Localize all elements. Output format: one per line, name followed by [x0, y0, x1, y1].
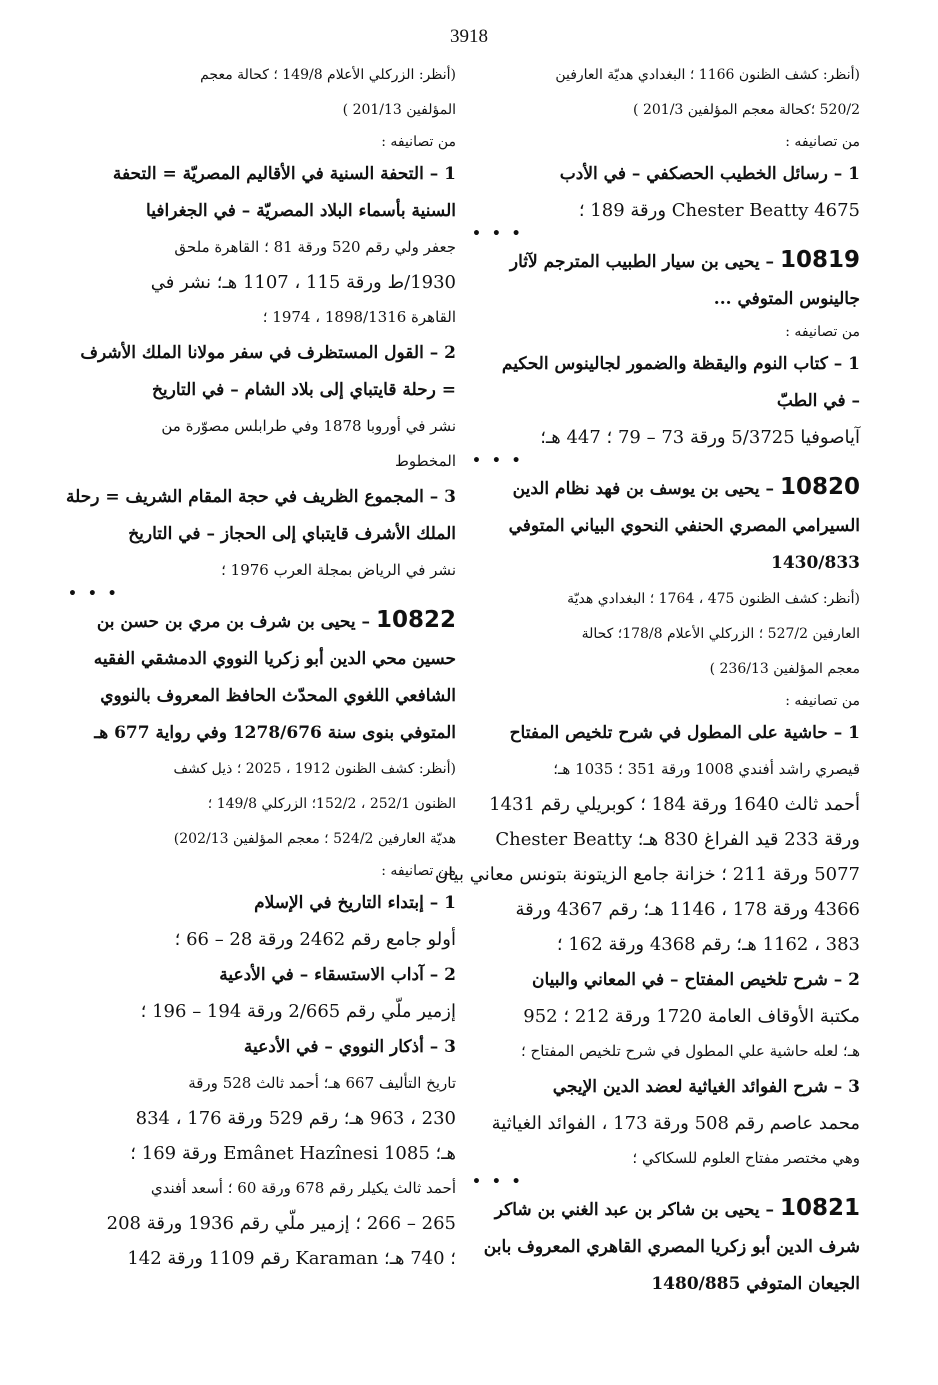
entry-name-line: شرف الدين أبو زكريا المصري القاهري المعروف بابن	[483, 1237, 860, 1257]
work-title: = رحلة قايتباي إلى بلاد الشام – في التاريخ	[151, 380, 456, 400]
reference-line: 520/2 ؛كحالة معجم المؤلفين 201/3 )	[633, 102, 860, 118]
work-title: 3 – أذكار النووي – في الأدعية	[243, 1037, 456, 1057]
entry-name-line: 10820 – يحيى بن يوسف بن فهد نظام الدين	[512, 474, 860, 500]
entry-number: 10822	[375, 607, 456, 633]
entry-10820	[434, 469, 860, 1176]
manuscript-line: ورقة 233 قيد الفراغ 830 هـ؛ Chester Beatty	[495, 829, 860, 850]
manuscript-line: أولو جامع رقم 2462 ورقة 28 – 66 ؛	[174, 929, 456, 950]
reference-line: معجم المؤلفين 236/13 )	[709, 661, 860, 677]
manuscript-line: نشر في الرياض بمجلة العرب 1976 ؛	[221, 561, 456, 579]
works-heading: من تصانيفه :	[785, 134, 860, 150]
work-title: 1 – إبتداء التاريخ في الإسلام	[254, 893, 456, 913]
entry-separator: • • •	[472, 226, 524, 242]
entry-number: 10820	[779, 474, 860, 500]
work-title: السنية بأسماء البلاد المصريّة – في الجغرافيا	[146, 201, 456, 221]
reference-line: الظنون 252/1 ، 152/2؛ الزركلي 149/8 ؛	[207, 796, 456, 812]
work-title: 1 – التحفة السنية في الأقاليم المصريّة = التحفة	[112, 164, 456, 184]
work-title: 3 – شرح الفوائد الغياثية لعضد الدين الإيجي	[552, 1077, 860, 1097]
manuscript-line: جعفر ولي رقم 520 ورقة 81 ؛ القاهرة ملحق	[174, 238, 456, 256]
manuscript-line: وهي مختصر مفتاح العلوم للسكاكي ؛	[632, 1149, 860, 1167]
works-heading: من تصانيفه :	[381, 134, 456, 150]
entry-name-line: 1430/833	[770, 553, 860, 573]
work-title: 2 – آداب الاستسقاء – في الأدعية	[219, 965, 456, 985]
manuscript-line: قيصري راشد أفندي 1008 ورقة 351 ؛ 1035 هـ؛	[553, 760, 860, 778]
works-heading: من تصانيفه :	[381, 863, 456, 879]
entry-name-line: جالينوس المتوفي ...	[713, 289, 860, 309]
entry-name-line: 10821 – يحيى بن شاكر بن عبد الغني بن شاكر	[494, 1195, 860, 1221]
work-title: 1 – حاشية على المطول في شرح تلخيص المفتاح	[509, 723, 860, 743]
reference-line: (أنظر: كشف الظنون 1166 ؛ البغدادي هديّة العارفين	[555, 67, 860, 83]
manuscript-line: المخطوط	[394, 452, 456, 470]
entry-name-line: المتوفي بنوى سنة 1278/676 وفي رواية 677 هـ	[94, 723, 456, 743]
page-number: 3918	[450, 26, 488, 47]
entry-10821	[472, 1190, 860, 1303]
work-title: 2 – القول المستظرف في سفر مولانا الملك الأشرف	[80, 343, 456, 363]
manuscript-line: Chester Beatty 4675 ورقة 189 ؛	[578, 200, 860, 221]
entry-name-line: حسين محي الدين أبو زكريا النووي الدمشقي الفقيه	[93, 649, 456, 669]
works-heading: من تصانيفه :	[785, 693, 860, 709]
entry-10819	[472, 242, 860, 455]
manuscript-line: إزمير ملّي رقم 2/665 ورقة 194 – 196 ؛	[140, 1001, 456, 1022]
entry-number: 10821	[779, 1195, 860, 1221]
work-title: الملك الأشرف قايتباي إلى الحجاز – في التاريخ	[128, 524, 456, 544]
work-title: 1 – كتاب النوم واليقظة والضمور لجالينوس الحكيم	[501, 354, 860, 374]
right-column	[434, 58, 860, 1303]
manuscript-line: 4366 ورقة 178 ، 1146 هـ؛ رقم 4367 ورقة	[515, 899, 860, 920]
work-title: 2 – شرح تلخيص المفتاح – في المعاني والبيان	[531, 970, 860, 990]
entry-separator: • • •	[472, 453, 524, 469]
continued-entry	[65, 58, 456, 588]
manuscript-line: 230 ، 963 هـ؛ رقم 529 ورقة 176 ، 834	[135, 1108, 456, 1129]
manuscript-line: تاريخ التأليف 667 هـ؛ أحمد ثالث 528 ورقة	[188, 1074, 456, 1092]
manuscript-line: 5077 ورقة 211 ؛ خزانة جامع الزيتونة بتونس معاني بيان	[434, 864, 860, 885]
entry-separator: • • •	[472, 1174, 524, 1190]
entry-number: 10819	[779, 247, 860, 273]
manuscript-line: آياصوفيا 5/3725 ورقة 73 – 79 ؛ 447 هـ؛	[540, 427, 860, 448]
entry-name-line: الشافعي اللغوي المحدّث الحافظ المعروف بالنووي	[100, 686, 456, 706]
reference-line: المؤلفين 201/13 )	[342, 102, 456, 118]
manuscript-line: هـ؛ Emânet Hazînesi 1085 ورقة 169 ؛	[130, 1143, 456, 1164]
works-heading: من تصانيفه :	[785, 324, 860, 340]
entry-name-line: السيرامي المصري الحنفي النحوي البياني المتوفي	[508, 516, 860, 536]
entry-name-line: 10822 – يحيى بن شرف بن مري بن حسن بن	[96, 607, 456, 633]
manuscript-line: 265 – 266 ؛ إزمير ملّي رقم 1936 ورقة 208	[106, 1213, 456, 1234]
entry-10822	[68, 602, 456, 1276]
manuscript-line: القاهرة 1898/1316 ، 1974 ؛	[262, 308, 456, 326]
entry-name-line: الجيعان المتوفي 1480/885	[651, 1274, 860, 1294]
reference-line: العارفين 527/2 ؛ الزركلي الأعلام 178/8؛ كحالة	[581, 626, 860, 642]
manuscript-line: 383 ، 1162 هـ؛ رقم 4368 ورقة 162 ؛	[556, 934, 860, 955]
reference-line: (أنظر: الزركلي الأعلام 149/8 ؛ كحالة معجم	[200, 67, 456, 83]
reference-line: (أنظر: كشف الظنون 1912 ، 2025 ؛ ذيل كشف	[173, 761, 456, 777]
manuscript-line: مكتبة الأوقاف العامة 1720 ورقة 212 ؛ 952	[523, 1006, 860, 1027]
manuscript-line: محمد عاصم رقم 508 ورقة 173 ، الفوائد الغياثية	[491, 1113, 860, 1134]
manuscript-line: نشر في أوروبا 1878 وفي طرابلس مصوّرة من	[161, 417, 456, 435]
work-title: – في الطبّ	[776, 391, 860, 411]
manuscript-line: هـ؛ لعله حاشية علي المطول في شرح تلخيص المفتاح ؛	[520, 1042, 860, 1060]
entry-name-line: 10819 – يحيى بن سيار الطبيب المترجم لآثار	[509, 247, 860, 273]
work-title: 3 – المجموع الظريف في حجة المقام الشريف = رحلة	[65, 487, 456, 507]
manuscript-line: ؛ 740 هـ؛ Karaman رقم 1109 ورقة 142	[127, 1248, 456, 1269]
manuscript-line: أحمد ثالث يكيلر رقم 678 ورقة 60 ؛ أسعد أفندي	[150, 1179, 456, 1197]
work-title: 1 – رسائل الخطيب الحصكفي – في الأدب	[559, 164, 860, 184]
entry-separator: • • •	[68, 586, 120, 602]
continued-entry	[472, 58, 860, 228]
left-column	[65, 58, 456, 1276]
reference-line: هديّة العارفين 524/2 ؛ معجم المؤلفين 202/13)	[173, 831, 456, 847]
manuscript-line: أحمد ثالث 1640 ورقة 184 ؛ كوبريلي رقم 1431	[489, 794, 860, 815]
reference-line: (أنظر: كشف الظنون 475 ، 1764 ؛ البغدادي هديّة	[567, 591, 860, 607]
manuscript-line: 1930/ط ورقة 115 ، 1107 هـ؛ نشر في	[150, 272, 456, 293]
